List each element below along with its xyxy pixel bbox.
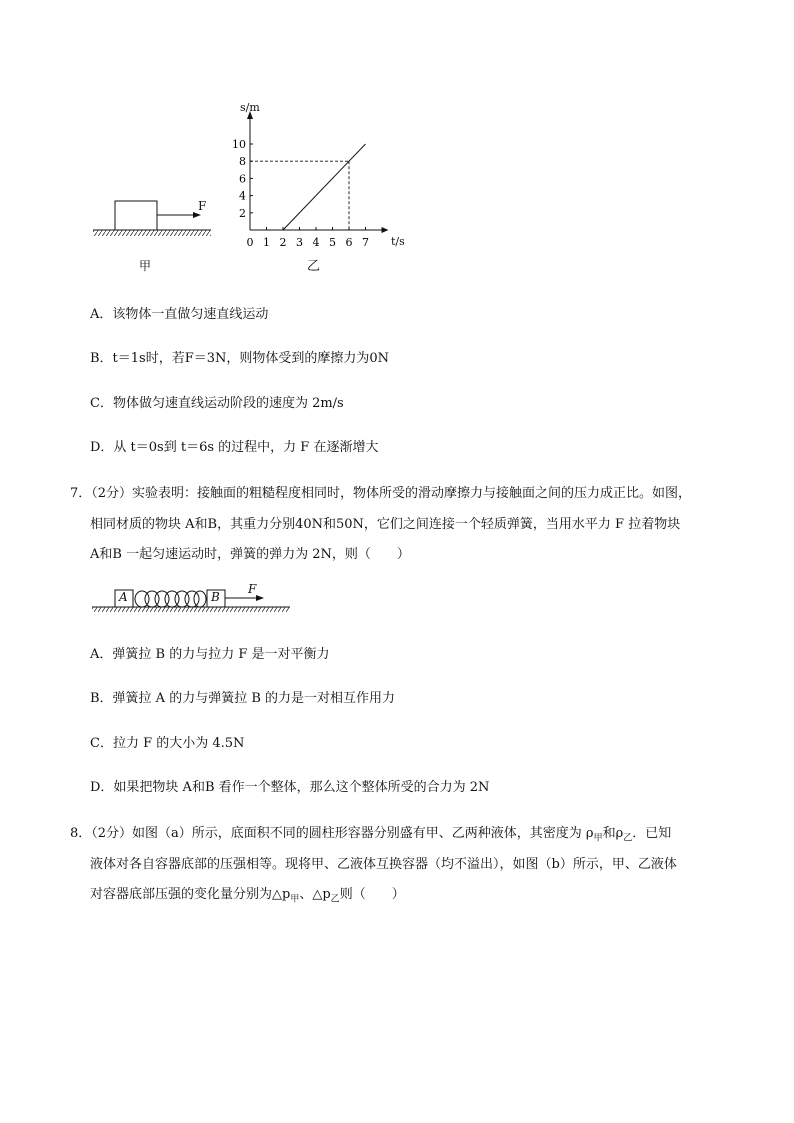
q7-option-b: B．弹簧拉 A 的力与弹簧拉 B 的力是一对相互作用力 [90,691,396,706]
x-tick-label: 5 [329,236,336,249]
q8-stem-line2: 液体对各自容器底部的压强相等。现将甲、乙液体互换容器（均不溢出），如图（b）所示，甲、乙液体 [90,857,677,872]
q8-line1-part3: ．已知 [632,826,672,841]
x-axis-arrow [382,227,389,233]
q7-option-c: C．拉力 F 的大小为 4.5N [90,736,245,751]
ground-hatch [92,607,290,612]
x-tick-label: 2 [279,236,287,249]
block [115,201,157,230]
x-tick-label: 1 [263,236,270,249]
q7-figure [90,582,295,618]
s-t-graph [228,95,418,280]
series-line [283,144,366,230]
q6-option-a: A．该物体一直做匀速直线运动 [90,307,269,322]
q8-line3-part3: 则（ ） [339,887,405,902]
y-tick-label: 2 [239,206,246,220]
q7-option-d: D．如果把物块 A和B 看作一个整体，那么这个整体所受的合力为 2N [90,780,490,795]
caption-yi: 乙 [307,259,321,274]
spring [135,591,206,607]
q7-option-a: A．弹簧拉 B 的力与拉力 F 是一对平衡力 [90,647,330,662]
block-a-label: A [119,590,128,604]
y-axis-label: s/m [240,101,260,114]
x-tick-label: 4 [312,236,320,249]
q6-option-d: D．从 t＝0s到 t＝6s 的过程中，力 F 在逐渐增大 [90,440,379,455]
figure-yi [228,95,418,280]
y-tick-label: 4 [239,189,246,203]
y-tick-label: 10 [232,138,246,151]
force-label: F [248,582,257,596]
x-tick-label: 0 [246,236,254,249]
q8-stem-line1 [70,822,671,844]
x-tick-label: 3 [296,236,303,249]
caption-jia: 甲 [139,259,152,273]
y-tick-label: 8 [239,155,246,169]
subscript-jia: 甲 [593,833,603,844]
subscript-yi: 乙 [330,894,340,905]
x-axis-label: t/s [391,235,405,248]
q8-line1-part2: 和ρ [602,826,624,841]
force-label: F [198,199,207,213]
subscript-jia: 甲 [290,894,300,905]
q7-stem-line2: 相同材质的物块 A和B，其重力分别40N和50N，它们之间连接一个轻质弹簧，当用水平力 F 拉着物块 [90,517,681,532]
q8-line1-part1: 8．（2分）如图（a）所示，底面积不同的圆柱形容器分别盛有甲、乙两种液体，其密度为 ρ [70,826,594,841]
q7-stem-line1: 7．（2分）实验表明：接触面的粗糙程度相同时，物体所受的滑动摩擦力与接触面之间的压力成正比。如图， [70,486,692,501]
ground-hatch [93,230,211,236]
q8-stem-line3 [90,883,405,905]
q8-line3-part1: 对容器底部压强的变化量分别为△p [90,887,291,902]
q6-option-b: B．t＝1s时，若F＝3N，则物体受到的摩擦力为0N [90,351,390,366]
x-tick-label: 7 [362,236,369,249]
block-b-label: B [211,590,220,604]
q6-option-c: C．物体做匀速直线运动阶段的速度为 2m/s [90,396,344,411]
q8-line3-part2: 、△p [299,887,331,902]
q7-stem-line3: A和B 一起匀速运动时，弹簧的弹力为 2N，则（ ） [90,547,410,562]
y-tick-label: 6 [239,172,246,186]
x-tick-label: 6 [345,236,353,249]
subscript-yi: 乙 [623,833,633,844]
figure-jia [85,190,225,280]
